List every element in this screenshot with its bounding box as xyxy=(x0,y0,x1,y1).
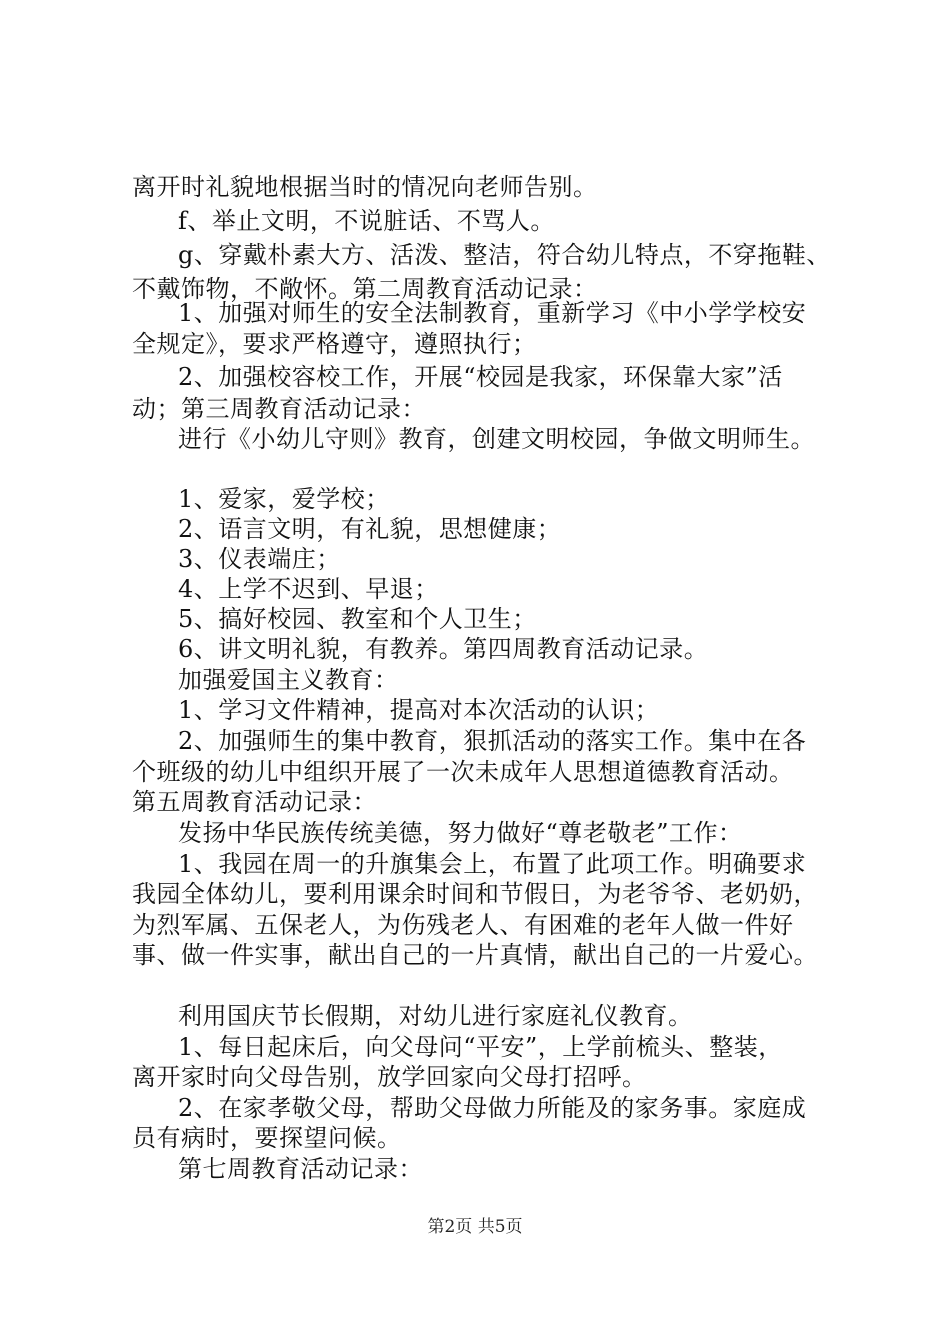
text-line: 离开家时向父母告别，放学回家向父母打招呼。 xyxy=(132,1063,647,1091)
list-item: 6、讲文明礼貌，有教养。第四周教育活动记录。 xyxy=(178,635,709,663)
text-line: 2、加强校容校工作，开展“校园是我家，环保靠大家”活 xyxy=(178,363,783,391)
text-line: 个班级的幼儿中组织开展了一次未成年人思想道德教育活动。 xyxy=(132,758,794,786)
text-line: 全规定》，要求严格遵守，遵照执行； xyxy=(132,330,537,358)
text-line: 为烈军属、五保老人，为伤残老人、有困难的老年人做一件好 xyxy=(132,911,794,939)
text-line: g、穿戴朴素大方、活泼、整洁，符合幼儿特点，不穿拖鞋、 xyxy=(178,241,831,269)
text-line: 进行《小幼儿守则》教育，创建文明校园，争做文明师生。 xyxy=(178,425,815,453)
text-line: 1、加强对师生的安全法制教育，重新学习《中小学学校安 xyxy=(178,299,807,327)
list-item: 1、爱家，爱学校； xyxy=(178,485,390,513)
text-line: 第七周教育活动记录： xyxy=(178,1155,423,1183)
text-line: 1、我园在周一的升旗集会上，布置了此项工作。明确要求 xyxy=(178,850,807,878)
text-line: 2、加强师生的集中教育，狠抓活动的落实工作。集中在各 xyxy=(178,727,807,755)
text-line: 离开时礼貌地根据当时的情况向老师告别。 xyxy=(132,173,598,201)
text-line: 员有病时，要探望问候。 xyxy=(132,1124,402,1152)
list-item: 5、搞好校园、教室和个人卫生； xyxy=(178,605,537,633)
text-line: 利用国庆节长假期，对幼儿进行家庭礼仪教育。 xyxy=(178,1002,693,1030)
list-item: 2、语言文明，有礼貌，思想健康； xyxy=(178,515,562,543)
text-line: 动；第三周教育活动记录： xyxy=(132,395,426,423)
page-number: 第2页 共5页 xyxy=(427,1217,523,1237)
text-line: 1、每日起床后，向父母问“平安”，上学前梳头、整装， xyxy=(178,1033,783,1061)
list-item: 4、上学不迟到、早退； xyxy=(178,575,439,603)
text-line: 不戴饰物，不敞怀。第二周教育活动记录： xyxy=(132,275,598,303)
text-line: 第五周教育活动记录： xyxy=(132,788,377,816)
text-line: 1、学习文件精神，提高对本次活动的认识； xyxy=(178,696,660,724)
text-line: 2、在家孝敬父母，帮助父母做力所能及的家务事。家庭成 xyxy=(178,1094,807,1122)
text-line: 发扬中华民族传统美德，努力做好“尊老敬老”工作： xyxy=(178,819,743,847)
text-line: 加强爱国主义教育： xyxy=(178,666,399,694)
text-line: f、举止文明，不说脏话、不骂人。 xyxy=(178,207,555,235)
text-line: 我园全体幼儿，要利用课余时间和节假日，为老爷爷、老奶奶， xyxy=(132,880,818,908)
list-item: 3、仪表端庄； xyxy=(178,545,341,573)
text-line: 事、做一件实事，献出自己的一片真情，献出自己的一片爱心。 xyxy=(132,941,818,969)
